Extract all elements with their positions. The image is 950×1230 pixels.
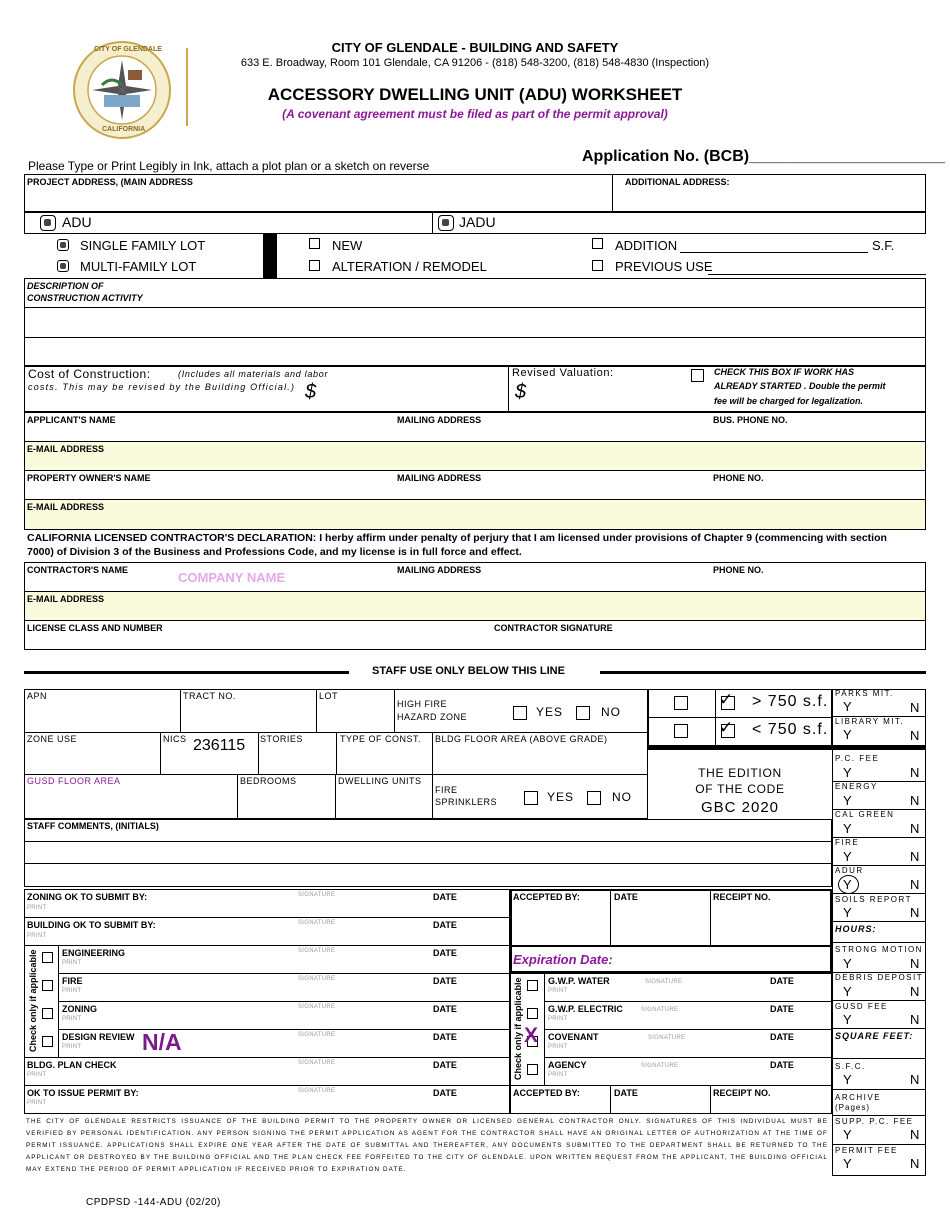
- high-fire-no-checkbox[interactable]: [576, 706, 590, 720]
- fee-square-feet-label: SQUARE FEET:: [835, 1031, 914, 1041]
- company-name-placeholder[interactable]: COMPANY NAME: [178, 570, 286, 585]
- fee-calgreen-label: CAL GREEN: [835, 810, 895, 819]
- seal-text-top: CITY OF GLENDALE: [94, 46, 162, 53]
- work-started-checkbox[interactable]: [691, 369, 704, 382]
- fee-archive-label: ARCHIVE: [835, 1093, 882, 1102]
- new-label: NEW: [332, 238, 363, 253]
- jadu-label: JADU: [459, 214, 496, 230]
- agency-checkbox[interactable]: [527, 1064, 538, 1075]
- zoning-checkbox[interactable]: [42, 1008, 53, 1019]
- fee-adur-label: ADUR: [835, 866, 864, 875]
- application-number[interactable]: Application No. (BCB)______________________: [582, 148, 945, 165]
- building-ok-label: BUILDING OK TO SUBMIT BY:: [27, 920, 156, 930]
- work-started-note-3: fee will be charged for legalization.: [714, 396, 864, 406]
- high-fire-no-label: NO: [601, 705, 621, 719]
- fee-supp-pc-label: SUPP. P.C. FEE: [835, 1117, 914, 1126]
- fee-parks-label: PARKS MIT.: [835, 689, 894, 698]
- adu-label: ADU: [62, 214, 92, 230]
- adu-radio[interactable]: [40, 215, 56, 231]
- cost-note-2: costs. This may be revised by the Building Official.): [28, 382, 296, 392]
- engineering-label: ENGINEERING: [62, 948, 126, 958]
- cost-label: Cost of Construction:: [28, 367, 151, 381]
- description-label-1: DESCRIPTION OF: [27, 281, 104, 291]
- gwp-electric-label: G.W.P. ELECTRIC: [548, 1004, 623, 1014]
- multi-family-label: MULTI-FAMILY LOT: [80, 259, 197, 274]
- contractor-signature-label: CONTRACTOR SIGNATURE: [494, 623, 613, 633]
- alteration-checkbox[interactable]: [309, 260, 320, 271]
- fee-strong-motion-label: STRONG MOTION: [835, 945, 923, 954]
- fee-permit-label: PERMIT FEE: [835, 1146, 898, 1155]
- lt750-checkbox[interactable]: [674, 724, 688, 738]
- alteration-label: ALTERATION / REMODEL: [332, 259, 487, 274]
- type-const-label: TYPE OF CONST.: [340, 734, 422, 744]
- fire-label: FIRE: [62, 976, 83, 986]
- zoning-ok-label: ZONING OK TO SUBMIT BY:: [27, 892, 148, 902]
- description-label-2: CONSTRUCTION ACTIVITY: [27, 293, 143, 303]
- bedrooms-label: BEDROOMS: [240, 776, 297, 786]
- high-fire-label-1: HIGH FIRE: [397, 699, 448, 709]
- owner-name-label: PROPERTY OWNER'S NAME: [27, 473, 151, 483]
- gwp-water-checkbox[interactable]: [527, 980, 538, 991]
- accepted-by-label: ACCEPTED BY:: [513, 892, 580, 902]
- fire-sprinklers-label-1: FIRE: [435, 785, 458, 795]
- bldg-floor-label: BLDG FLOOR AREA (ABOVE GRADE): [435, 734, 608, 744]
- license-label: LICENSE CLASS AND NUMBER: [27, 623, 163, 633]
- tract-label: TRACT NO.: [183, 691, 236, 701]
- covenant-x-mark: X: [524, 1024, 539, 1047]
- fee-fire-label: FIRE: [835, 838, 860, 847]
- applicant-name-label: APPLICANT'S NAME: [27, 415, 116, 425]
- black-divider-bar: [263, 234, 277, 278]
- gusd-floor-label: GUSD FLOOR AREA: [27, 776, 121, 786]
- fee-pc-label: P.C. FEE: [835, 754, 880, 763]
- page-subtitle: (A covenant agreement must be filed as part of the permit approval): [282, 107, 668, 121]
- owner-email-label: E-MAIL ADDRESS: [27, 502, 105, 512]
- zone-use-label: ZONE USE: [27, 734, 78, 744]
- page-title: ACCESSORY DWELLING UNIT (ADU) WORKSHEET: [267, 85, 683, 104]
- covenant-label: COVENANT: [548, 1032, 599, 1042]
- contractor-phone-label: PHONE NO.: [713, 565, 764, 575]
- code-edition-3: GBC 2020: [700, 799, 780, 816]
- contractor-declaration: CALIFORNIA LICENSED CONTRACTOR'S DECLARATION: I herby affirm under penalty of perjury that I am licensed under provisions of Chapter 9 (commencing with section 7000) of Division 3 of the Business and Professions Code, and my license is in full force and effect.: [27, 532, 887, 558]
- accepted-by-bottom-label: ACCEPTED BY:: [513, 1088, 580, 1098]
- contractor-name-label: CONTRACTOR'S NAME: [27, 565, 128, 575]
- applicant-mailing-label: MAILING ADDRESS: [397, 415, 482, 425]
- single-family-radio[interactable]: [57, 239, 69, 251]
- owner-mailing-label: MAILING ADDRESS: [397, 473, 482, 483]
- sprinklers-yes-label: YES: [547, 790, 575, 804]
- disclaimer-text: THE CITY OF GLENDALE RESTRICTS ISSUANCE OF THE BUILDING PERMIT TO THE PROPERTY OWNER OR LICENSED GENERAL CONTRACTOR ONLY. SIGNATURES OF THIS INDIVIDUAL MUST BE VERIFIED BY PERSONAL IDENTIFICATION. ANY PERSON SIGNING THE PERMIT APPLICATION AS AGENT FOR THE CONTRACTOR SHALL HAVE AN ORIGINAL LETTER OF AUTHORIZATION AT THE TIME OF PERMIT ISSUANCE. APPLICATIONS SHALL EXPIRE ONE YEAR AFTER THE DATE OF SUBMITTAL AND THEREAFTER, ANY DOCUMENTS SUBMITTED TO THE DEPARTMENT SHALL BE RETURNED TO THE APPLICANT OR DESTROYED BY THE BUILDING OFFICIAL AND THE PLAN CHECK FEE FORFEITED TO THE CITY OF GLENDALE. UPON WRITTEN REQUEST FROM THE APPLICANT, THE BUILDING OFFICIAL MAY EXTEND THE PERIOD OF PERMIT APPLICATION IF RECEIVED PRIOR TO EXPIRATION DATE.: [26, 1118, 828, 1173]
- owner-phone-label: PHONE NO.: [713, 473, 764, 483]
- multi-family-radio[interactable]: [57, 260, 69, 272]
- fee-soils-label: SOILS REPORT: [835, 895, 912, 904]
- cost-note-1: (Includes all materials and labor: [178, 369, 329, 379]
- fee-library-label: LIBRARY MIT.: [835, 717, 905, 726]
- applicant-email-label: E-MAIL ADDRESS: [27, 444, 105, 454]
- receipt-label: RECEIPT NO.: [713, 892, 771, 902]
- fee-gusd-label: GUSD FEE: [835, 1002, 888, 1011]
- revised-dollar[interactable]: $: [515, 381, 527, 403]
- lt750-check-mark: ✓: [719, 718, 734, 737]
- instruction-text: Please Type or Print Legibly in Ink, attach a plot plan or a sketch on reverse: [28, 159, 430, 173]
- previous-use-line[interactable]: [708, 274, 926, 275]
- expiration-label: Expiration Date:: [513, 952, 613, 967]
- fee-archive-sub: (Pages): [835, 1103, 871, 1112]
- receipt-bottom-label: RECEIPT NO.: [713, 1088, 771, 1098]
- work-started-note-2: ALREADY STARTED . Double the permit: [714, 381, 886, 391]
- dwelling-units-label: DWELLING UNITS: [338, 776, 422, 786]
- applicant-phone-label: BUS. PHONE NO.: [713, 415, 788, 425]
- sf-label: S.F.: [872, 238, 895, 253]
- seal-text-bottom: CALIFORNIA: [102, 126, 146, 133]
- staff-comments-label: STAFF COMMENTS, (INITIALS): [27, 821, 159, 831]
- gwp-electric-checkbox[interactable]: [527, 1008, 538, 1019]
- contractor-email-label: E-MAIL ADDRESS: [27, 594, 105, 604]
- check-only-right: Check only if applicable: [513, 977, 523, 1080]
- apn-label: APN: [27, 691, 48, 701]
- description-box[interactable]: [24, 278, 926, 366]
- org-address: 633 E. Broadway, Room 101 Glendale, CA 91206 - (818) 548-3200, (818) 548-4830 (Inspection): [240, 57, 710, 69]
- nics-label: NICS: [163, 734, 187, 744]
- fire-checkbox[interactable]: [42, 980, 53, 991]
- jadu-radio[interactable]: [438, 215, 454, 231]
- high-fire-yes-label: YES: [536, 705, 564, 719]
- sprinklers-yes-checkbox[interactable]: [524, 791, 538, 805]
- cost-dollar[interactable]: $: [305, 381, 317, 403]
- fee-sfc-label: S.F.C.: [835, 1062, 866, 1071]
- org-name: CITY OF GLENDALE - BUILDING AND SAFETY: [331, 40, 619, 55]
- staff-divider-right: [600, 671, 926, 674]
- zoning-label: ZONING: [62, 1004, 97, 1014]
- addition-label: ADDITION: [615, 238, 678, 253]
- design-review-checkbox[interactable]: [42, 1036, 53, 1047]
- revised-valuation-label: Revised Valuation:: [512, 367, 614, 379]
- contractor-mailing-label: MAILING ADDRESS: [397, 565, 482, 575]
- code-edition-1: THE EDITION: [698, 766, 782, 780]
- sprinklers-no-label: NO: [612, 790, 632, 804]
- staff-divider-left: [24, 671, 349, 674]
- check-only-left: Check only if applicable: [28, 949, 38, 1052]
- addition-sf-line[interactable]: [680, 252, 868, 253]
- addition-checkbox[interactable]: [592, 238, 603, 249]
- lt750-label: < 750 s.f.: [752, 721, 829, 738]
- additional-address-label: ADDITIONAL ADDRESS:: [625, 177, 730, 187]
- form-number: CPDPSD -144-ADU (02/20): [86, 1197, 221, 1208]
- design-review-label: DESIGN REVIEW: [62, 1032, 135, 1042]
- high-fire-yes-checkbox[interactable]: [513, 706, 527, 720]
- gt750-check-mark: ✓: [719, 690, 734, 709]
- nics-value[interactable]: 236115: [193, 737, 246, 754]
- stories-label: STORIES: [260, 734, 303, 744]
- new-checkbox[interactable]: [309, 238, 320, 249]
- project-address-label: PROJECT ADDRESS, (MAIN ADDRESS: [27, 177, 193, 187]
- single-family-label: SINGLE FAMILY LOT: [80, 238, 206, 253]
- work-started-note-1: CHECK THIS BOX IF WORK HAS: [714, 367, 855, 377]
- fire-sprinklers-label-2: SPRINKLERS: [435, 797, 498, 807]
- fee-energy-label: ENERGY: [835, 782, 878, 791]
- gwp-water-label: G.W.P. WATER: [548, 976, 610, 986]
- design-review-na[interactable]: N/A: [142, 1029, 182, 1055]
- fee-hours-label: HOURS:: [835, 924, 877, 934]
- code-edition-2: OF THE CODE: [695, 782, 785, 796]
- staff-title: STAFF USE ONLY BELOW THIS LINE: [372, 665, 565, 677]
- plan-check-label: BLDG. PLAN CHECK: [27, 1060, 117, 1070]
- engineering-checkbox[interactable]: [42, 952, 53, 963]
- ok-to-issue-label: OK TO ISSUE PERMIT BY:: [27, 1088, 139, 1098]
- previous-use-label: PREVIOUS USE: [615, 259, 713, 274]
- lot-label: LOT: [319, 691, 339, 701]
- gt750-label: > 750 s.f.: [752, 693, 829, 710]
- agency-label: AGENCY: [548, 1060, 587, 1070]
- fee-debris-label: DEBRIS DEPOSIT: [835, 973, 924, 982]
- sprinklers-no-checkbox[interactable]: [587, 791, 601, 805]
- high-fire-label-2: HAZARD ZONE: [397, 712, 468, 722]
- previous-use-checkbox[interactable]: [592, 260, 603, 271]
- gt750-checkbox[interactable]: [674, 696, 688, 710]
